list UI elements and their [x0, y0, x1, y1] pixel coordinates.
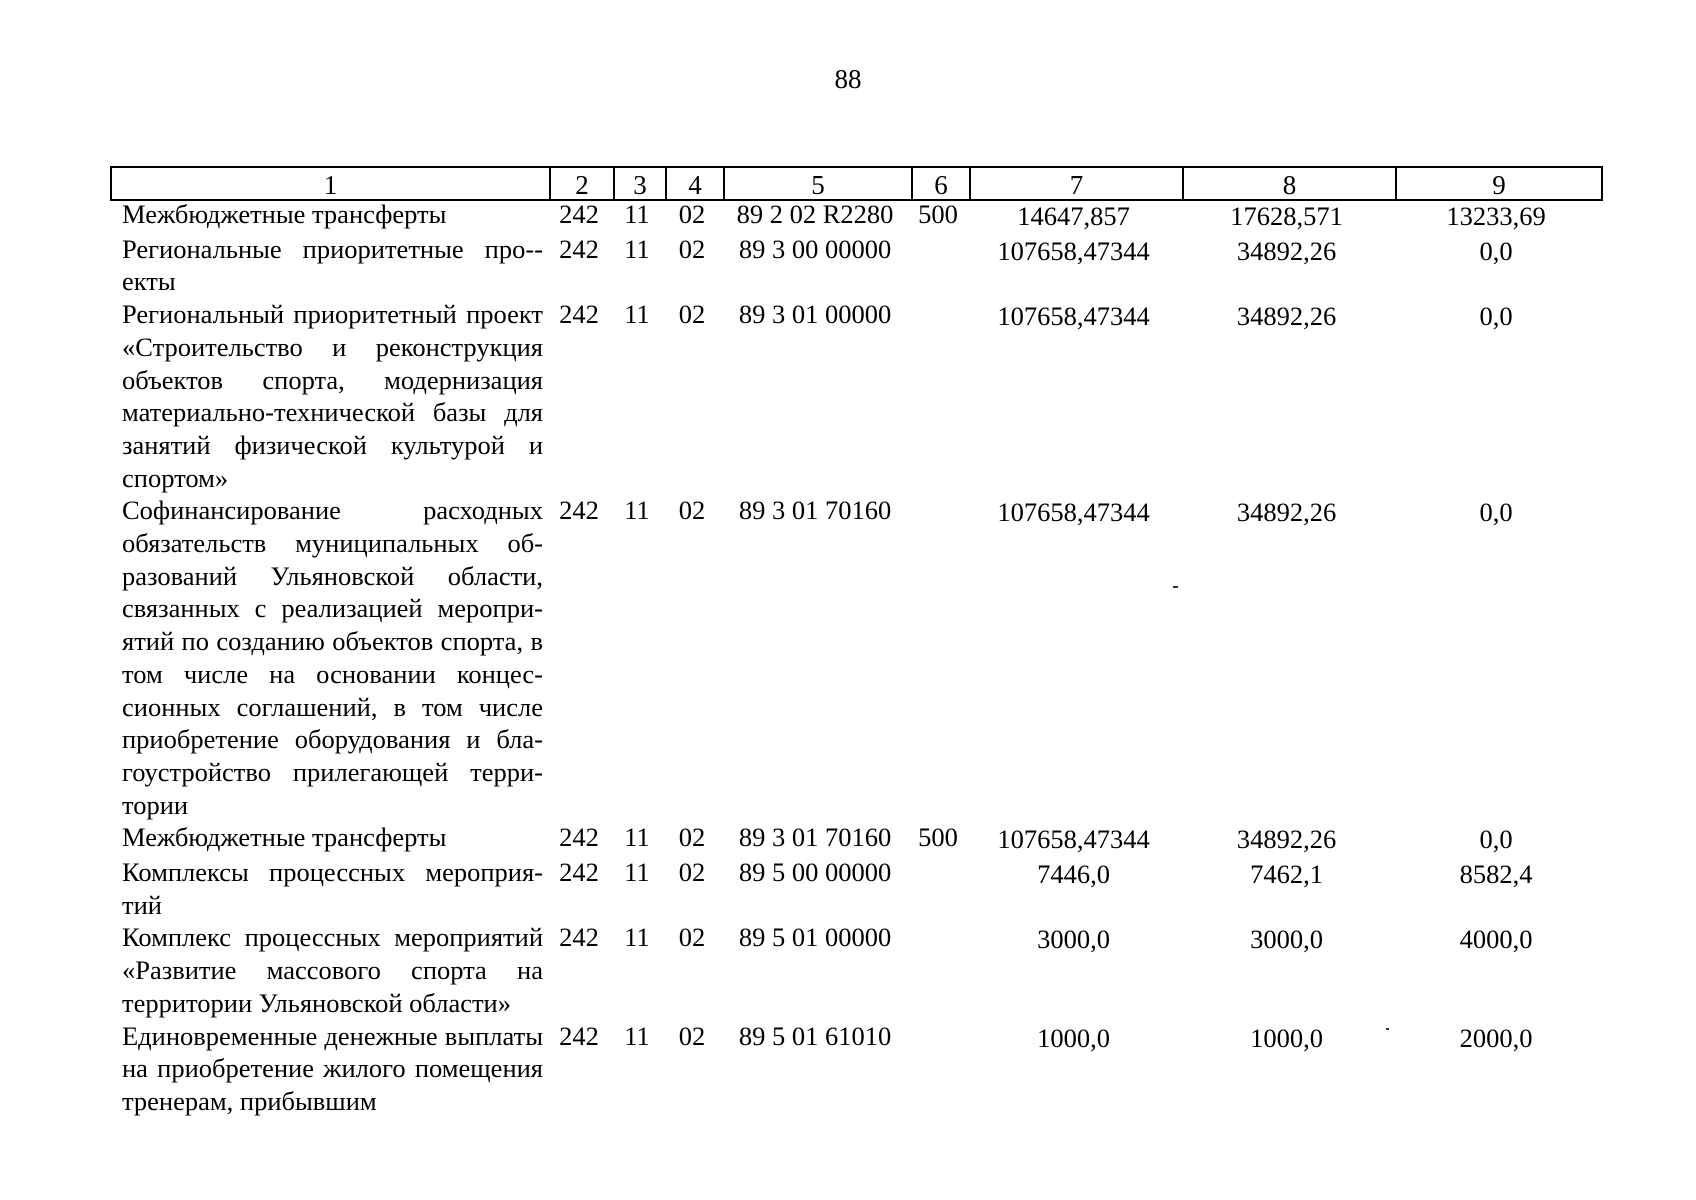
cell-col-2: 242	[559, 199, 599, 229]
cell-col-6	[909, 921, 967, 1019]
table-body	[110, 198, 1599, 1118]
cell-col-4: 02	[678, 495, 706, 526]
cell-col-8: 34892,26	[1236, 301, 1337, 332]
table-row	[110, 298, 1599, 494]
cell-col-5: 89 5 01 61010	[738, 1020, 892, 1051]
cell-col-8: 34892,26	[1236, 235, 1337, 266]
page-number: 88	[834, 64, 862, 94]
header-col-9: 9	[1395, 168, 1601, 199]
cell-col-6	[909, 856, 967, 921]
table-row	[110, 856, 1599, 921]
cell-col-6	[909, 1020, 967, 1118]
header-col-1: 1	[323, 170, 338, 200]
scan-speck	[1173, 586, 1178, 588]
table-row	[110, 921, 1599, 1019]
table-header	[110, 166, 1603, 201]
cell-col-8: 1000,0	[1250, 1022, 1323, 1053]
row-name: Региональные приоритетные про-екты	[122, 233, 543, 297]
cell-col-4: 02	[678, 857, 706, 888]
row-name: Межбюджетные трансферты	[122, 199, 447, 229]
cell-col-8: 7462,1	[1250, 859, 1323, 890]
cell-col-7: 1000,0	[1037, 1022, 1110, 1053]
cell-col-3: 11	[624, 857, 650, 888]
header-col-6: 6	[911, 168, 969, 199]
cell-col-3: 11	[624, 922, 650, 953]
cell-col-4: 02	[678, 1020, 706, 1051]
cell-col-5: 89 2 02 R2280	[736, 199, 894, 229]
table-row	[110, 494, 1599, 821]
cell-col-8: 17628,571	[1230, 201, 1343, 231]
table-row	[110, 1020, 1599, 1118]
cell-col-2: 242	[559, 1020, 599, 1051]
cell-col-9: 0,0	[1479, 235, 1513, 266]
cell-col-4: 02	[678, 922, 706, 953]
cell-col-5: 89 5 00 00000	[738, 857, 892, 888]
cell-col-6: 500	[918, 199, 958, 229]
cell-col-3: 11	[624, 199, 650, 229]
cell-col-6	[909, 233, 967, 298]
cell-col-5: 89 3 01 00000	[738, 299, 892, 330]
cell-col-8: 3000,0	[1250, 924, 1323, 955]
cell-col-2: 242	[559, 233, 599, 264]
cell-col-9: 0,0	[1479, 497, 1513, 528]
cell-col-7: 107658,47344	[997, 301, 1150, 332]
row-name: Региональный приоритетный проект «Строительство и реконструкция объектов спорта, модернизация материально-технической базы для занятий физической культурой и спортом»	[122, 299, 543, 493]
cell-col-5: 89 3 01 70160	[738, 495, 892, 526]
cell-col-3: 11	[624, 822, 650, 853]
header-col-2: 2	[549, 168, 613, 199]
row-name: Комплекс процессных мероприятий «Развитие массового спорта на территории Ульяновской области»	[122, 922, 543, 1018]
cell-col-4: 02	[678, 822, 706, 853]
cell-col-3: 11	[624, 299, 650, 330]
cell-col-6	[909, 494, 967, 821]
header-col-4: 4	[665, 168, 723, 199]
cell-col-7: 107658,47344	[997, 824, 1150, 855]
cell-col-7: 107658,47344	[997, 235, 1150, 266]
cell-col-7: 107658,47344	[997, 497, 1150, 528]
cell-col-9: 2000,0	[1459, 1022, 1533, 1053]
table-row	[110, 821, 1599, 856]
cell-col-2: 242	[559, 299, 599, 330]
cell-col-4: 02	[678, 199, 706, 229]
cell-col-5: 89 3 01 70160	[738, 822, 892, 853]
table-row	[110, 233, 1599, 298]
cell-col-3: 11	[624, 495, 650, 526]
header-col-3: 3	[613, 168, 665, 199]
cell-col-5: 89 3 00 00000	[738, 233, 892, 264]
cell-col-7: 3000,0	[1037, 924, 1110, 955]
header-col-5: 5	[723, 168, 911, 199]
cell-col-2: 242	[559, 822, 599, 853]
row-name: Софинансирование расходных обязательств муниципальных образований Ульяновской области, связанных с реализацией мероприятий по созданию объектов спорта, в том числе на основании концессионных соглашений, в том числе приобретение оборудования и благоустройство прилегающей территории	[122, 495, 543, 820]
cell-col-3: 11	[624, 233, 650, 264]
scan-speck	[1386, 1028, 1389, 1030]
cell-col-4: 02	[678, 233, 706, 264]
cell-col-6	[909, 298, 967, 494]
cell-col-4: 02	[678, 299, 706, 330]
cell-col-8: 34892,26	[1236, 824, 1337, 855]
table-row	[110, 198, 1599, 233]
cell-col-3: 11	[624, 1020, 650, 1051]
header-col-7: 7	[969, 168, 1182, 199]
cell-col-2: 242	[559, 495, 599, 526]
cell-col-8: 34892,26	[1236, 497, 1337, 528]
row-name: Межбюджетные трансферты	[122, 822, 447, 853]
cell-col-9: 13233,69	[1446, 201, 1546, 231]
header-col-8: 8	[1182, 168, 1395, 199]
cell-col-9: 8582,4	[1459, 859, 1533, 890]
cell-col-2: 242	[559, 922, 599, 953]
cell-col-9: 0,0	[1479, 824, 1513, 855]
cell-col-6: 500	[918, 822, 958, 853]
cell-col-7: 7446,0	[1037, 859, 1110, 890]
cell-col-7: 14647,857	[1017, 201, 1130, 231]
cell-col-9: 0,0	[1479, 301, 1513, 332]
cell-col-5: 89 5 01 00000	[738, 922, 892, 953]
row-name: Комплексы процессных мероприятий	[122, 857, 543, 920]
cell-col-9: 4000,0	[1459, 924, 1533, 955]
row-name: Единовременные денежные выплаты на приобретение жилого помещения тренерам, прибывшим	[122, 1020, 543, 1116]
cell-col-2: 242	[559, 857, 599, 888]
